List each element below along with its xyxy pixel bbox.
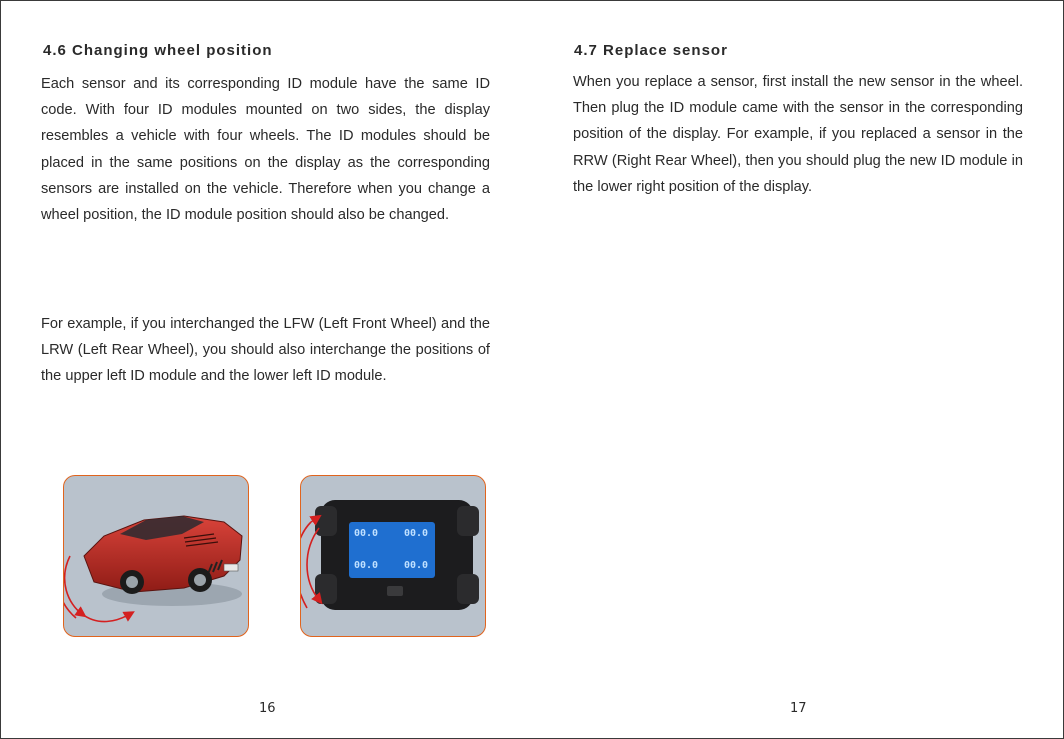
section-heading-replace-sensor: 4.7 Replace sensor [574, 42, 728, 59]
page-number-left: 16 [259, 701, 276, 716]
lcd-reading-upper-right: 00.0 [404, 528, 429, 539]
lcd-reading-lower-left: 00.0 [354, 560, 379, 571]
lcd-reading-lower-right: 00.0 [404, 560, 429, 571]
changing-wheel-paragraph-1: Each sensor and its corresponding ID module have the same ID code. With four ID modules mounted on two sides, the display resembles a vehicle with four wheels. The ID modules should be placed in the same positions on the display as the corresponding sensors are installed on the vehicle. Therefore when you change a wheel position, the ID module position should also be changed. [41, 76, 490, 224]
car-photo [63, 475, 249, 637]
lcd-reading-upper-left: 00.0 [354, 528, 379, 539]
tpms-display-photo [300, 475, 486, 637]
page-number-right: 17 [790, 701, 807, 716]
section-heading-changing-wheel-position: 4.6 Changing wheel position [43, 42, 273, 59]
replace-sensor-paragraph: When you replace a sensor, first install the new sensor in the wheel. Then plug the ID module came with the sensor in the corresponding position of the display. For example, if you replaced a sensor in the RRW (Right Rear Wheel), then you should plug the new ID module in the lower right position of the display. [573, 74, 1023, 195]
changing-wheel-paragraph-2: For example, if you interchanged the LFW (Left Front Wheel) and the LRW (Left Rear Wheel), you should also interchange the positions of the upper left ID module and the lower left ID module. [41, 316, 490, 385]
